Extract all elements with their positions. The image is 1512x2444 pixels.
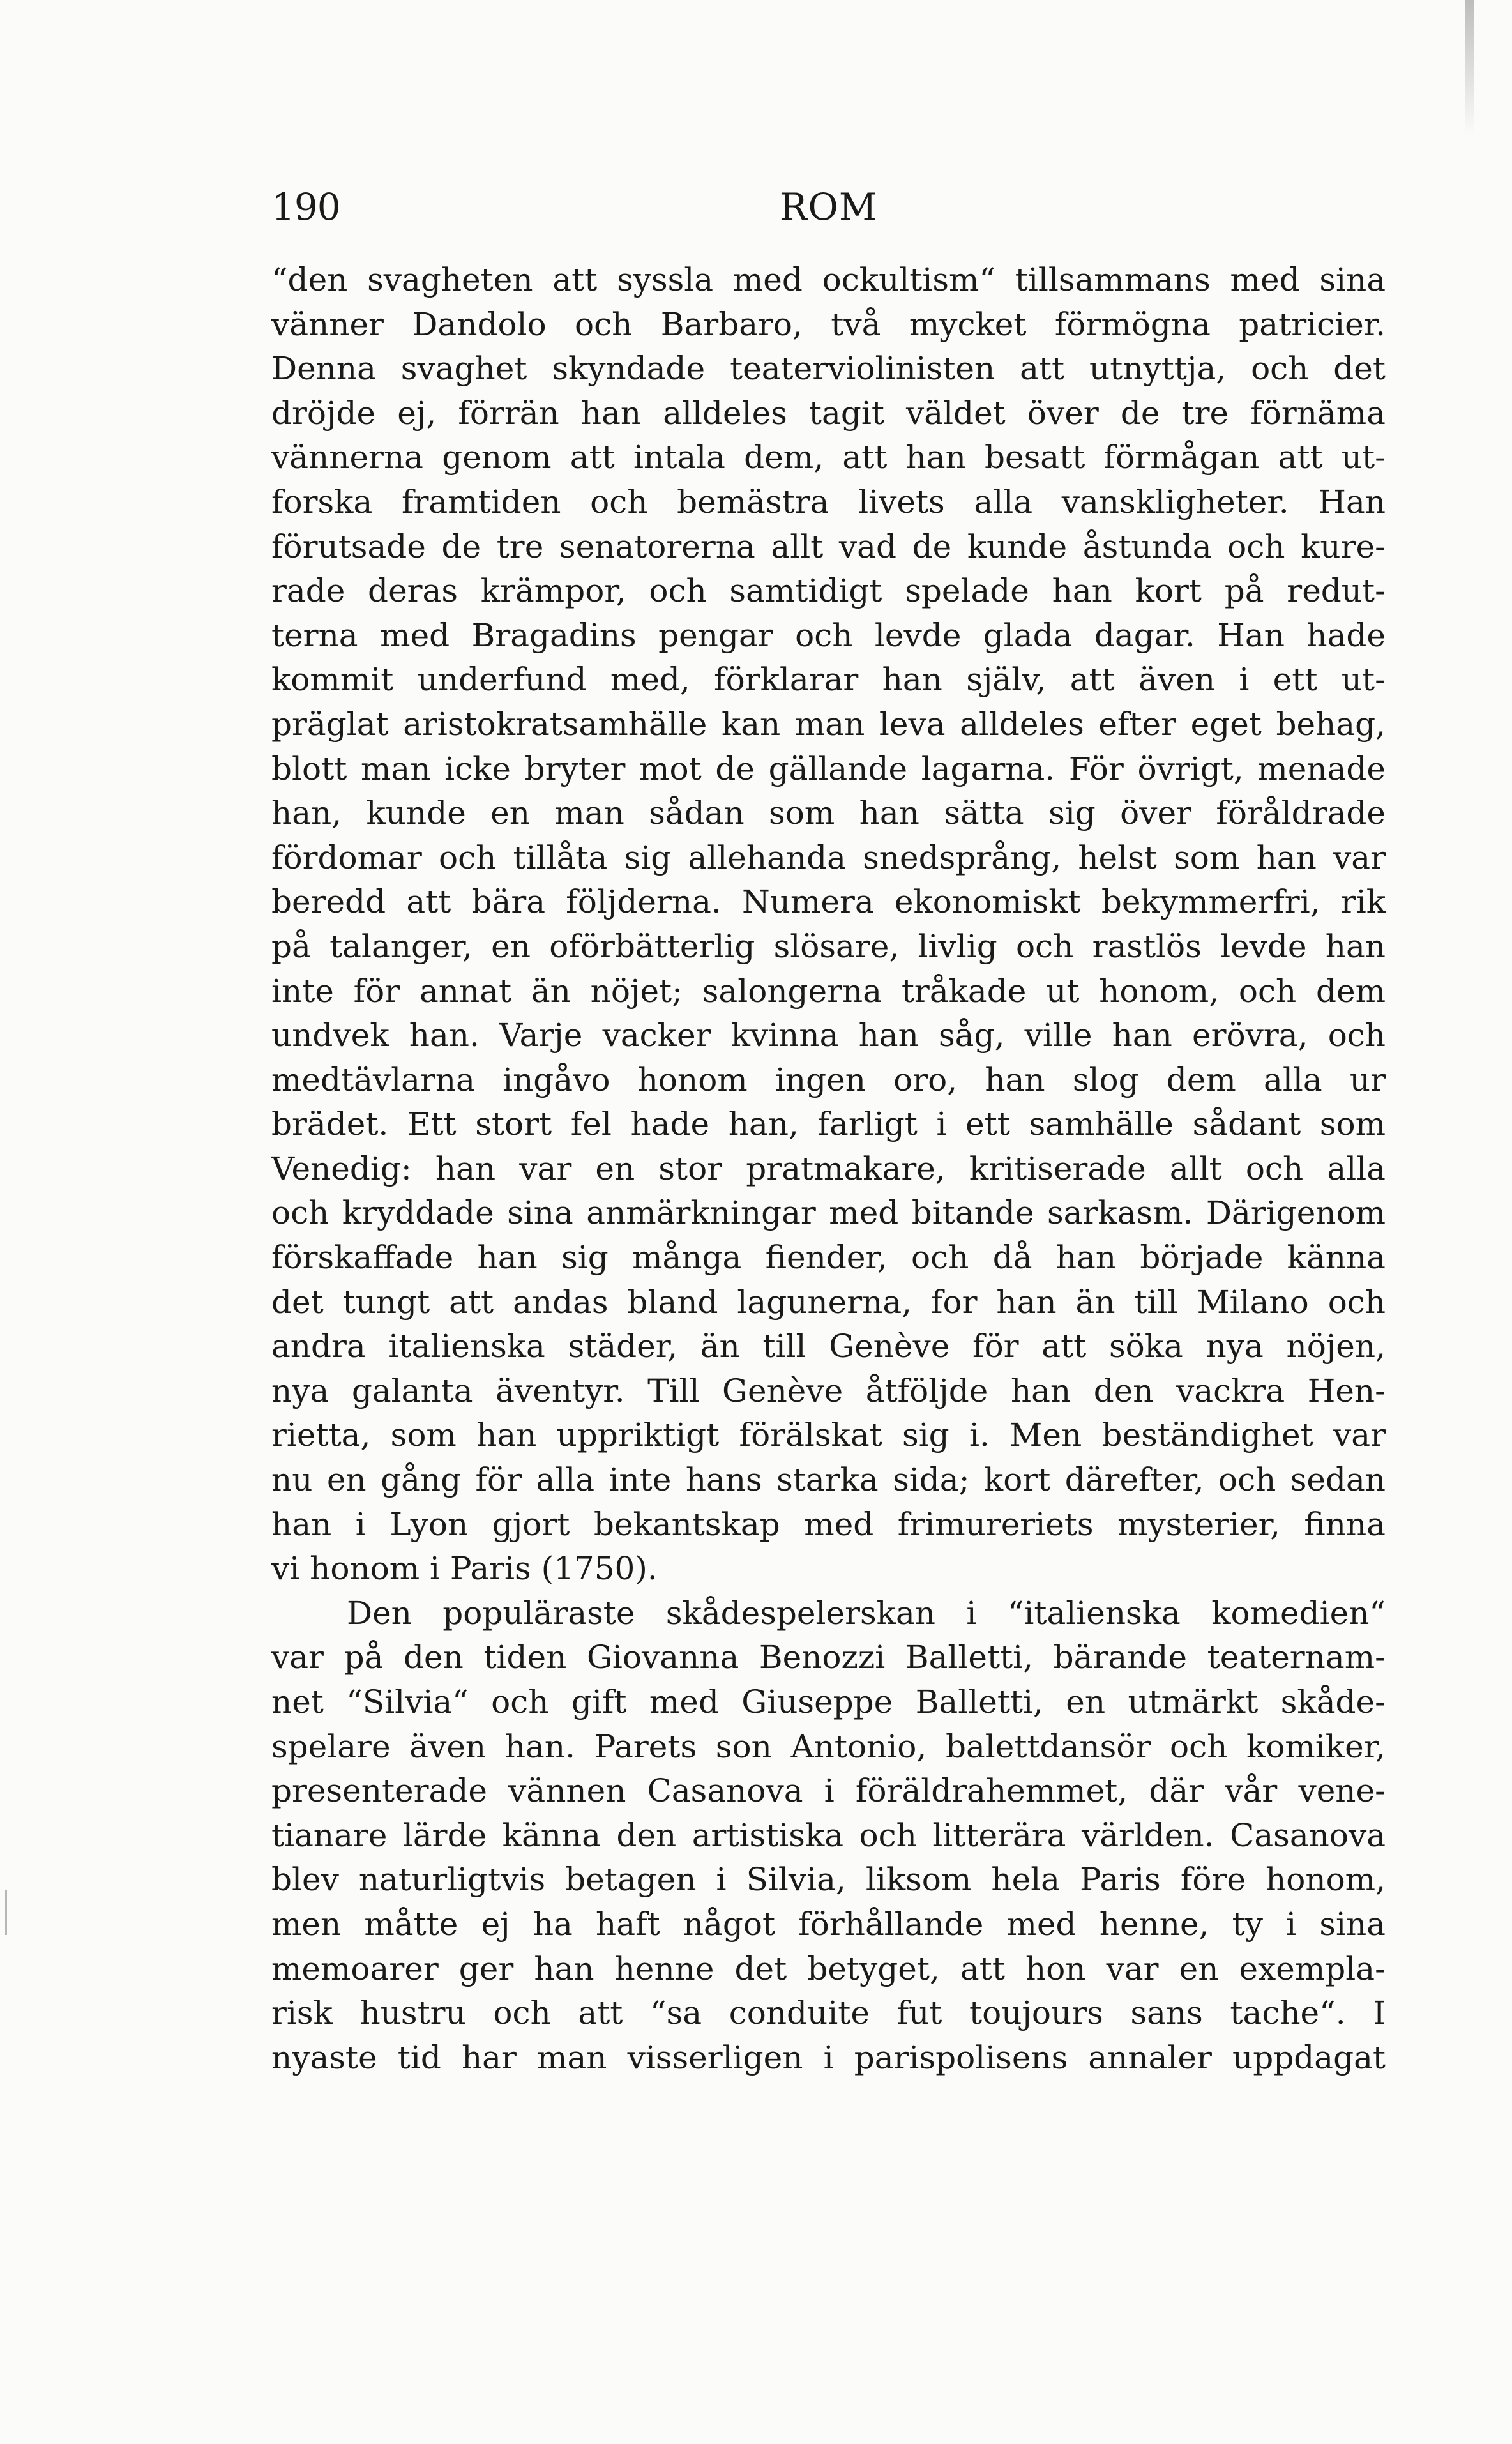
page-number: 190 (271, 185, 340, 229)
text-line: var på den tiden Giovanna Benozzi Balletti, bärande teaternam- (271, 1639, 1386, 1676)
text-line: han, kunde en man sådan som han sätta sig över föråldrade (271, 794, 1386, 832)
text-line: memoarer ger han henne det betyget, att hon var en exempla- (271, 1950, 1386, 1987)
text-line: forska framtiden och bemästra livets alla vanskligheter. Han (271, 483, 1386, 520)
text-line: och kryddade sina anmärkningar med bitande sarkasm. Därigenom (271, 1194, 1386, 1232)
text-line: presenterade vännen Casanova i föräldrahemmet, där vår vene- (271, 1772, 1386, 1810)
text-line: undvek han. Varje vacker kvinna han såg, ville han erövra, och (271, 1017, 1386, 1054)
text-line: fördomar och tillåta sig allehanda snedsprång, helst som han var (271, 839, 1386, 876)
text-line: Venedig: han var en stor pratmakare, kritiserade allt och alla (271, 1150, 1386, 1187)
text-line: nya galanta äventyr. Till Genève åtföljde han den vackra Hen- (271, 1372, 1386, 1409)
text-line: spelare även han. Parets son Antonio, balettdansör och komiker, (271, 1727, 1386, 1765)
text-line: nu en gång för alla inte hans starka sida; kort därefter, och sedan (271, 1461, 1386, 1499)
paragraph-start-line: Den populäraste skådespelerskan i “italienska komedien“ (347, 1594, 1386, 1632)
text-line: kommit underfund med, förklarar han själv, att även i ett ut- (271, 661, 1386, 699)
text-line: beredd att bära följderna. Numera ekonomiskt bekymmerfri, rik (271, 883, 1386, 921)
text-line: terna med Bragadins pengar och levde glada dagar. Han hade (271, 616, 1386, 654)
paragraph-end-line: vi honom i Paris (1750). (271, 1550, 658, 1588)
text-line: dröjde ej, förrän han alldeles tagit väldet över de tre förnäma (271, 394, 1386, 432)
text-line: förutsade de tre senatorerna allt vad de kunde åstunda och kure- (271, 528, 1386, 565)
running-title: ROM (779, 185, 878, 229)
text-line: rade deras krämpor, och samtidigt spelade han kort på redut- (271, 572, 1386, 610)
text-line: rietta, som han uppriktigt förälskat sig i. Men beständighet var (271, 1416, 1386, 1454)
text-line: tianare lärde känna den artistiska och litterära världen. Casanova (271, 1816, 1386, 1854)
text-line: präglat aristokratsamhälle kan man leva alldeles efter eget behag, (271, 705, 1386, 743)
text-line: medtävlarna ingåvo honom ingen oro, han slog dem alla ur (271, 1061, 1386, 1098)
margin-mark (5, 1890, 7, 1935)
text-line: på talanger, en oförbätterlig slösare, livlig och rastlös levde han (271, 927, 1386, 965)
text-line: blott man icke bryter mot de gällande lagarna. För övrigt, menade (271, 750, 1386, 787)
text-line: blev naturligtvis betagen i Silvia, liksom hela Paris före honom, (271, 1861, 1386, 1899)
text-line: net “Silvia“ och gift med Giuseppe Balletti, en utmärkt skåde- (271, 1683, 1386, 1720)
text-line: men måtte ej ha haft något förhållande med henne, ty i sina (271, 1905, 1386, 1943)
text-line: han i Lyon gjort bekantskap med frimureriets mysterier, finna (271, 1505, 1386, 1543)
text-line: inte för annat än nöjet; salongerna tråkade ut honom, och dem (271, 972, 1386, 1010)
text-line: Denna svaghet skyndade teaterviolinisten att utnyttja, och det (271, 350, 1386, 388)
text-line: nyaste tid har man visserligen i parispolisens annaler uppdagat (271, 2038, 1386, 2076)
page-header (271, 185, 1386, 236)
text-line: vänner Dandolo och Barbaro, två mycket förmögna patricier. (271, 305, 1386, 343)
body-text (271, 258, 1386, 2080)
text-line: förskaffade han sig många fiender, och då han började känna (271, 1239, 1386, 1277)
scan-edge-shadow (1465, 0, 1474, 134)
text-line: det tungt att andas bland lagunerna, for han än till Milano och (271, 1283, 1386, 1321)
text-line: vännerna genom att intala dem, att han besatt förmågan att ut- (271, 439, 1386, 476)
text-line: brädet. Ett stort fel hade han, farligt i ett samhälle sådant som (271, 1105, 1386, 1143)
text-line: “den svagheten att syssla med ockultism“ tillsammans med sina (271, 261, 1386, 298)
text-line: risk hustru och att “sa conduite fut toujours sans tache“. I (271, 1994, 1386, 2032)
text-line: andra italienska städer, än till Genève för att söka nya nöjen, (271, 1328, 1386, 1365)
